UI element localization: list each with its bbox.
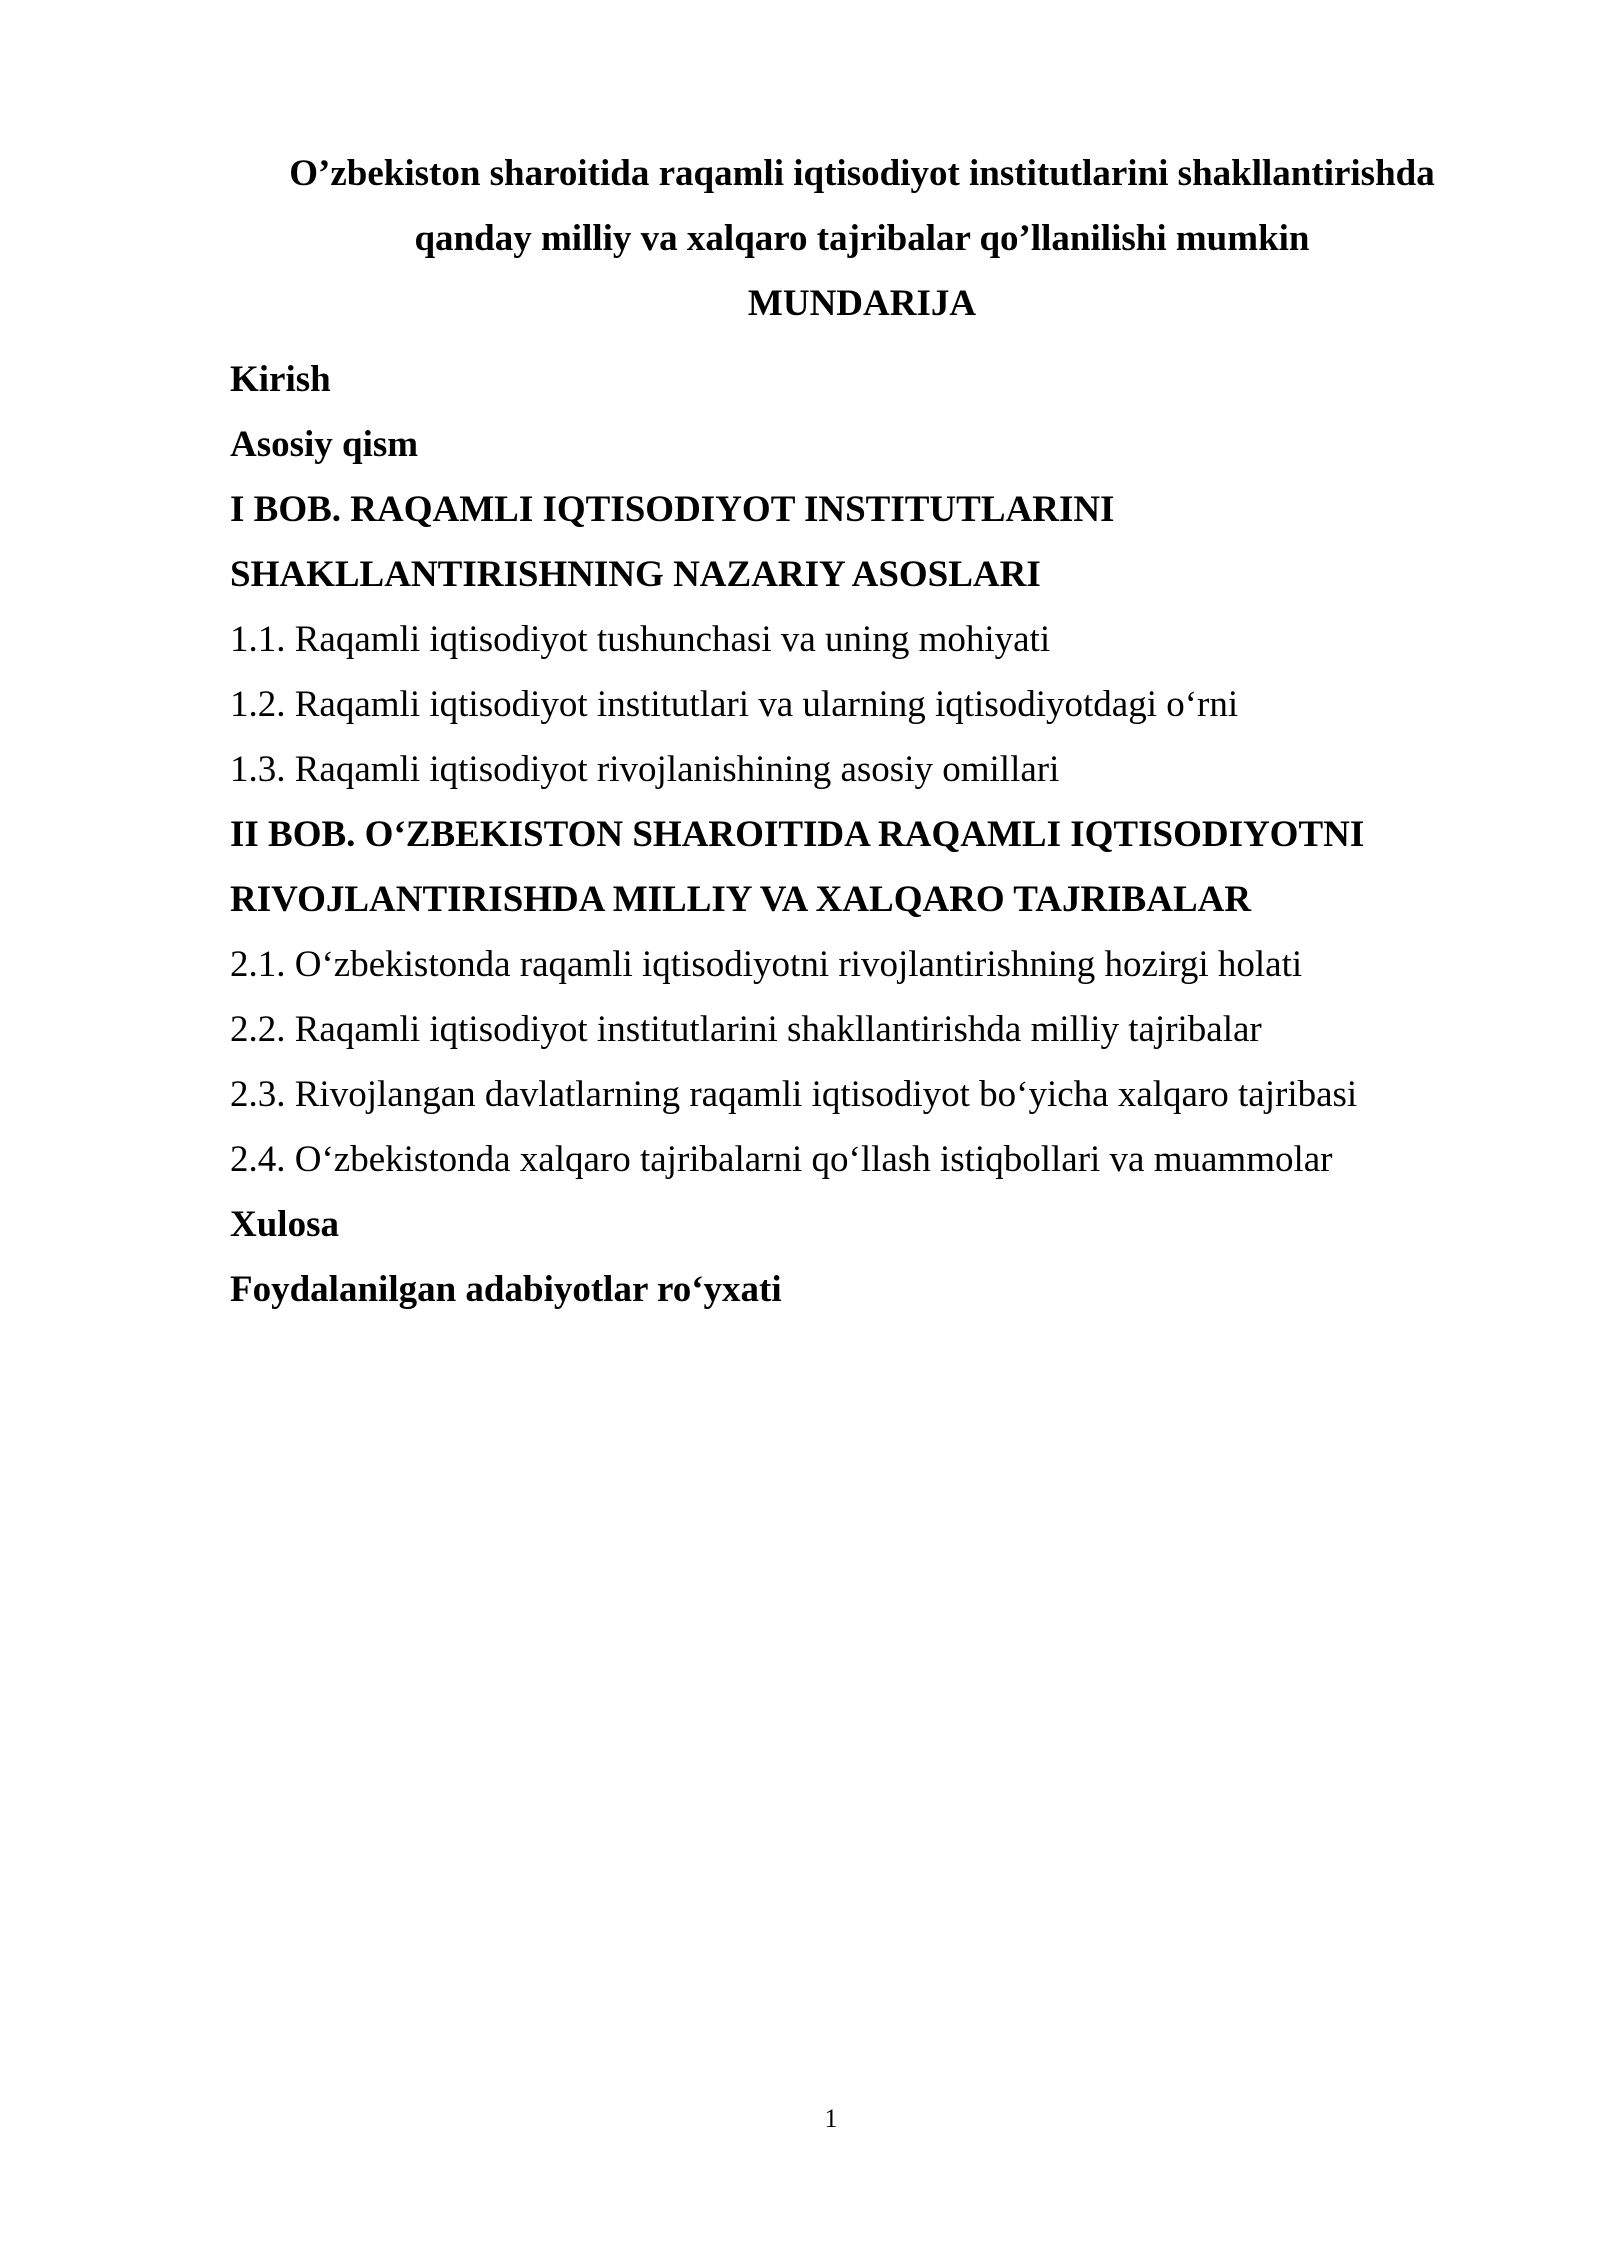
- toc-chapter-2-heading-line-2: RIVOJLANTIRISHDA MILLIY VA XALQARO TAJRIBALAR: [230, 879, 1252, 920]
- toc-section-1-3: 1.3. Raqamli iqtisodiyot rivojlanishining asosiy omillari: [230, 749, 1060, 790]
- toc-section-1-1: 1.1. Raqamli iqtisodiyot tushunchasi va uning mohiyati: [230, 619, 1051, 660]
- toc-chapter-2-heading-line-1: II BOB. O‘ZBEKISTON SHAROITIDA RAQAMLI IQTISODIYOTNI: [230, 814, 1365, 855]
- toc-section-2-1: 2.1. O‘zbekistonda raqamli iqtisodiyotni rivojlantirishning hozirgi holati: [230, 944, 1303, 985]
- toc-item-introduction: Kirish: [230, 359, 331, 400]
- document-title-line-1: O’zbekiston sharoitida raqamli iqtisodiyot institutlarini shakllantirishda: [289, 153, 1435, 194]
- toc-item-main-part: Asosiy qism: [230, 424, 419, 465]
- toc-section-2-3: 2.3. Rivojlangan davlatlarning raqamli iqtisodiyot bo‘yicha xalqaro tajribasi: [230, 1074, 1358, 1115]
- toc-section-2-4: 2.4. O‘zbekistonda xalqaro tajribalarni qo‘llash istiqbollari va muammolar: [230, 1139, 1333, 1180]
- toc-section-2-2: 2.2. Raqamli iqtisodiyot institutlarini shakllantirishda milliy tajribalar: [230, 1009, 1262, 1050]
- toc-chapter-1-heading-line-1: I BOB. RAQAMLI IQTISODIYOT INSTITUTLARINI: [230, 489, 1115, 530]
- document-title-line-2: qanday milliy va xalqaro tajribalar qo’llanilishi mumkin: [414, 218, 1310, 259]
- toc-section-1-2: 1.2. Raqamli iqtisodiyot institutlari va ularning iqtisodiyotdagi o‘rni: [230, 684, 1239, 725]
- table-of-contents: [230, 347, 1490, 1322]
- contents-heading: MUNDARIJA: [747, 283, 977, 324]
- toc-chapter-1-heading-line-2: SHAKLLANTIRISHNING NAZARIY ASOSLARI: [230, 554, 1041, 595]
- toc-item-references: Foydalanilgan adabiyotlar ro‘yxati: [230, 1269, 782, 1310]
- page-number: 1: [824, 2104, 838, 2133]
- toc-item-conclusion: Xulosa: [230, 1204, 339, 1245]
